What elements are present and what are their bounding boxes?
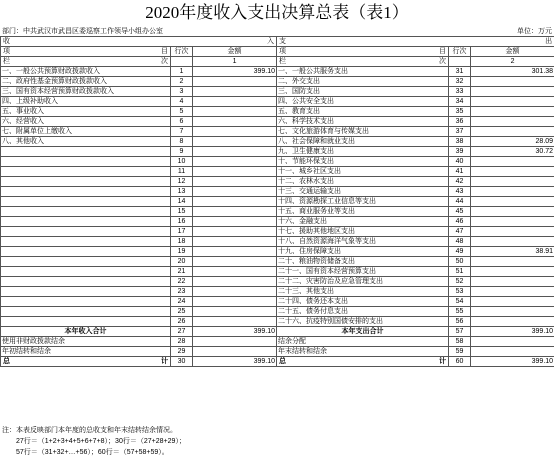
expense-item: 十六、金融支出: [277, 217, 449, 227]
table-row: [1, 87, 554, 97]
expense-line-no: 31: [449, 67, 471, 77]
column-header-row: [1, 47, 554, 57]
expense-line-no: 36: [449, 117, 471, 127]
income-line-no: 6: [171, 117, 193, 127]
table-row: [1, 67, 554, 77]
income-amount: [193, 137, 277, 147]
expense-amount: [471, 207, 554, 217]
income-item: [1, 157, 171, 167]
income-line-no: 25: [171, 307, 193, 317]
col-number-1: 1: [193, 57, 277, 67]
begin-balance-line: 29: [171, 347, 193, 357]
footnotes: [2, 425, 186, 458]
income-item: [1, 307, 171, 317]
expense-item: 八、社会保障和就业支出: [277, 137, 449, 147]
carryover-row: [1, 347, 554, 357]
expense-amount: [471, 257, 554, 267]
expense-line-no: 48: [449, 237, 471, 247]
amount-header-left: 金额: [193, 47, 277, 57]
use-reserve-line: 28: [171, 337, 193, 347]
item-header-right: 项 目: [277, 47, 449, 57]
expense-line-no: 42: [449, 177, 471, 187]
expense-amount: [471, 297, 554, 307]
final-accounts-table: [0, 36, 554, 367]
income-line-no: 2: [171, 77, 193, 87]
note-line: 57行＝（31+32+…+56）；60行＝（57+58+59）。: [16, 449, 169, 456]
lan-ci-left: 栏 次: [1, 57, 171, 67]
table-row: [1, 307, 554, 317]
income-item: 一、一般公共预算财政拨款收入: [1, 67, 171, 77]
end-balance-line: 59: [449, 347, 471, 357]
income-amount: [193, 77, 277, 87]
income-line-no: 22: [171, 277, 193, 287]
income-item: [1, 267, 171, 277]
expense-total-line: 57: [449, 327, 471, 337]
income-amount: [193, 177, 277, 187]
expense-amount: [471, 227, 554, 237]
table-row: [1, 147, 554, 157]
note-line: 27行＝（1+2+3+4+5+6+7+8）；30行＝（27+28+29）；: [16, 438, 186, 445]
income-item: [1, 197, 171, 207]
income-amount: 399.10: [193, 67, 277, 77]
expense-amount: [471, 237, 554, 247]
expense-item: 二十四、债务还本支出: [277, 297, 449, 307]
income-item: [1, 297, 171, 307]
income-item: 七、附属单位上缴收入: [1, 127, 171, 137]
expense-amount: [471, 167, 554, 177]
income-amount: [193, 317, 277, 327]
income-amount: [193, 257, 277, 267]
expense-amount: [471, 277, 554, 287]
expense-item: 五、教育支出: [277, 107, 449, 117]
expense-item: 二十五、债务付息支出: [277, 307, 449, 317]
blank-cell: [449, 57, 471, 67]
line-no-header-right: 行次: [449, 47, 471, 57]
expense-line-no: 46: [449, 217, 471, 227]
income-line-no: 20: [171, 257, 193, 267]
income-line-no: 14: [171, 197, 193, 207]
expense-amount: 301.38: [471, 67, 554, 77]
income-amount: [193, 117, 277, 127]
expense-item: 十八、自然资源海洋气象等支出: [277, 237, 449, 247]
expense-item: 二、外交支出: [277, 77, 449, 87]
expense-line-no: 49: [449, 247, 471, 257]
expense-line-no: 37: [449, 127, 471, 137]
expense-amount: [471, 97, 554, 107]
income-amount: [193, 267, 277, 277]
income-item: [1, 247, 171, 257]
income-item: 八、其他收入: [1, 137, 171, 147]
grand-total-line-left: 30: [171, 357, 193, 367]
expense-item: 三、国防支出: [277, 87, 449, 97]
income-amount: [193, 167, 277, 177]
income-item: [1, 227, 171, 237]
income-item: [1, 277, 171, 287]
income-item: 二、政府性基金预算财政拨款收入: [1, 77, 171, 87]
reserve-row: [1, 337, 554, 347]
expense-amount: 38.91: [471, 247, 554, 257]
blank-cell: [193, 347, 277, 357]
income-total-amount: 399.10: [193, 327, 277, 337]
income-line-no: 4: [171, 97, 193, 107]
income-amount: [193, 237, 277, 247]
income-line-no: 8: [171, 137, 193, 147]
income-item: [1, 207, 171, 217]
expense-item: 十九、住房保障支出: [277, 247, 449, 257]
table-row: [1, 127, 554, 137]
income-line-no: 10: [171, 157, 193, 167]
grand-total-amount-right: 399.10: [471, 357, 554, 367]
expense-line-no: 34: [449, 97, 471, 107]
expense-line-no: 41: [449, 167, 471, 177]
expense-amount: [471, 217, 554, 227]
grand-total-label-right: 总 计: [277, 357, 449, 367]
table-row: [1, 277, 554, 287]
expense-amount: [471, 127, 554, 137]
income-amount: [193, 107, 277, 117]
table-row: [1, 217, 554, 227]
expense-line-no: 55: [449, 307, 471, 317]
income-section-header: 收 入: [1, 37, 277, 47]
reserve-line: 58: [449, 337, 471, 347]
lan-ci-right: 栏 次: [277, 57, 449, 67]
income-item: [1, 257, 171, 267]
expense-line-no: 38: [449, 137, 471, 147]
use-reserve-label: 使用非财政拨款结余: [1, 337, 171, 347]
expense-item: 十七、援助其他地区支出: [277, 227, 449, 237]
table-row: [1, 157, 554, 167]
income-item: [1, 177, 171, 187]
expense-line-no: 47: [449, 227, 471, 237]
income-line-no: 7: [171, 127, 193, 137]
income-item: [1, 167, 171, 177]
income-amount: [193, 307, 277, 317]
income-line-no: 11: [171, 167, 193, 177]
expense-line-no: 45: [449, 207, 471, 217]
blank-cell: [193, 337, 277, 347]
expense-item: 九、卫生健康支出: [277, 147, 449, 157]
table-row: [1, 117, 554, 127]
income-item: 六、经营收入: [1, 117, 171, 127]
expense-item: 一、一般公共服务支出: [277, 67, 449, 77]
income-amount: [193, 187, 277, 197]
table-row: [1, 187, 554, 197]
end-balance-label: 年末结转和结余: [277, 347, 449, 357]
item-header-left: 项 目: [1, 47, 171, 57]
expense-item: 十、节能环保支出: [277, 157, 449, 167]
income-item: [1, 317, 171, 327]
expense-amount: [471, 307, 554, 317]
income-line-no: 9: [171, 147, 193, 157]
expense-item: 二十、粮油物资储备支出: [277, 257, 449, 267]
income-amount: [193, 87, 277, 97]
income-item: [1, 187, 171, 197]
income-amount: [193, 197, 277, 207]
income-amount: [193, 127, 277, 137]
income-item: [1, 147, 171, 157]
table-row: [1, 227, 554, 237]
income-total-line: 27: [171, 327, 193, 337]
expense-item: 十二、农林水支出: [277, 177, 449, 187]
expense-amount: [471, 187, 554, 197]
income-amount: [193, 297, 277, 307]
expense-item: 十五、商业服务业等支出: [277, 207, 449, 217]
income-amount: [193, 97, 277, 107]
line-no-header-left: 行次: [171, 47, 193, 57]
expense-amount: [471, 177, 554, 187]
income-line-no: 5: [171, 107, 193, 117]
expense-item: 十三、交通运输支出: [277, 187, 449, 197]
expense-line-no: 40: [449, 157, 471, 167]
expense-item: 七、文化旅游体育与传媒支出: [277, 127, 449, 137]
table-row: [1, 97, 554, 107]
income-item: [1, 287, 171, 297]
unit-label: 单位：万元: [517, 28, 552, 35]
expense-amount: [471, 77, 554, 87]
note-line: 注：本表反映部门本年度的总收支和年末结转结余情况。: [2, 427, 177, 434]
table-row: [1, 257, 554, 267]
income-line-no: 3: [171, 87, 193, 97]
income-amount: [193, 277, 277, 287]
income-amount: [193, 157, 277, 167]
expense-line-no: 52: [449, 277, 471, 287]
expense-amount: [471, 117, 554, 127]
table-row: [1, 177, 554, 187]
income-line-no: 1: [171, 67, 193, 77]
table-row: [1, 297, 554, 307]
table-row: [1, 167, 554, 177]
expense-amount: [471, 287, 554, 297]
expense-line-no: 44: [449, 197, 471, 207]
column-number-row: [1, 57, 554, 67]
expense-amount: 28.09: [471, 137, 554, 147]
department-label: 部门：中共武汉市武昌区委巡察工作领导小组办公室: [2, 28, 163, 35]
totals-row: [1, 327, 554, 337]
income-line-no: 13: [171, 187, 193, 197]
expense-amount: [471, 197, 554, 207]
income-amount: [193, 217, 277, 227]
income-line-no: 16: [171, 217, 193, 227]
expense-line-no: 32: [449, 77, 471, 87]
table-row: [1, 317, 554, 327]
income-amount: [193, 247, 277, 257]
expense-total-label: 本年支出合计: [277, 327, 449, 337]
expense-amount: [471, 267, 554, 277]
expense-line-no: 53: [449, 287, 471, 297]
col-number-2: 2: [471, 57, 554, 67]
expense-line-no: 54: [449, 297, 471, 307]
page-title: 2020年度收入支出决算总表（表1）: [145, 3, 409, 22]
expense-item: 六、科学技术支出: [277, 117, 449, 127]
blank-cell: [471, 337, 554, 347]
table-row: [1, 107, 554, 117]
income-line-no: 23: [171, 287, 193, 297]
expense-item: 十一、城乡社区支出: [277, 167, 449, 177]
begin-balance-label: 年初结转和结余: [1, 347, 171, 357]
grand-total-row: [1, 357, 554, 367]
grand-total-amount-left: 399.10: [193, 357, 277, 367]
income-item: 四、上级补助收入: [1, 97, 171, 107]
reserve-label: 结余分配: [277, 337, 449, 347]
income-line-no: 21: [171, 267, 193, 277]
table-row: [1, 287, 554, 297]
table-row: [1, 137, 554, 147]
table-row: [1, 237, 554, 247]
expense-line-no: 43: [449, 187, 471, 197]
expense-section-header: 支 出: [277, 37, 554, 47]
income-item: 三、国有资本经营预算财政拨款收入: [1, 87, 171, 97]
expense-item: 二十一、国有资本经营预算支出: [277, 267, 449, 277]
blank-cell: [471, 347, 554, 357]
income-line-no: 24: [171, 297, 193, 307]
expense-line-no: 56: [449, 317, 471, 327]
table-row: [1, 247, 554, 257]
expense-amount: [471, 87, 554, 97]
income-line-no: 17: [171, 227, 193, 237]
income-line-no: 12: [171, 177, 193, 187]
income-line-no: 15: [171, 207, 193, 217]
income-amount: [193, 287, 277, 297]
expense-line-no: 35: [449, 107, 471, 117]
expense-amount: [471, 157, 554, 167]
expense-total-amount: 399.10: [471, 327, 554, 337]
table-row: [1, 207, 554, 217]
grand-total-label-left: 总 计: [1, 357, 171, 367]
expense-line-no: 39: [449, 147, 471, 157]
expense-item: 四、公共安全支出: [277, 97, 449, 107]
grand-total-line-right: 60: [449, 357, 471, 367]
income-item: [1, 217, 171, 227]
income-item: [1, 237, 171, 247]
expense-item: 十四、资源勘探工业信息等支出: [277, 197, 449, 207]
income-item: 五、事业收入: [1, 107, 171, 117]
income-amount: [193, 147, 277, 157]
income-amount: [193, 227, 277, 237]
amount-header-right: 金额: [471, 47, 554, 57]
income-line-no: 18: [171, 237, 193, 247]
expense-amount: [471, 107, 554, 117]
expense-amount: [471, 317, 554, 327]
table-row: [1, 77, 554, 87]
section-header-row: [1, 37, 554, 47]
expense-item: 二十三、其他支出: [277, 287, 449, 297]
income-amount: [193, 207, 277, 217]
table-row: [1, 267, 554, 277]
expense-amount: 30.72: [471, 147, 554, 157]
expense-line-no: 51: [449, 267, 471, 277]
expense-line-no: 33: [449, 87, 471, 97]
expense-item: 二十二、灾害防治及应急管理支出: [277, 277, 449, 287]
income-line-no: 19: [171, 247, 193, 257]
income-total-label: 本年收入合计: [1, 327, 171, 337]
expense-item: 二十六、抗疫特别国债安排的支出: [277, 317, 449, 327]
table-row: [1, 197, 554, 207]
expense-line-no: 50: [449, 257, 471, 267]
blank-cell: [171, 57, 193, 67]
income-line-no: 26: [171, 317, 193, 327]
